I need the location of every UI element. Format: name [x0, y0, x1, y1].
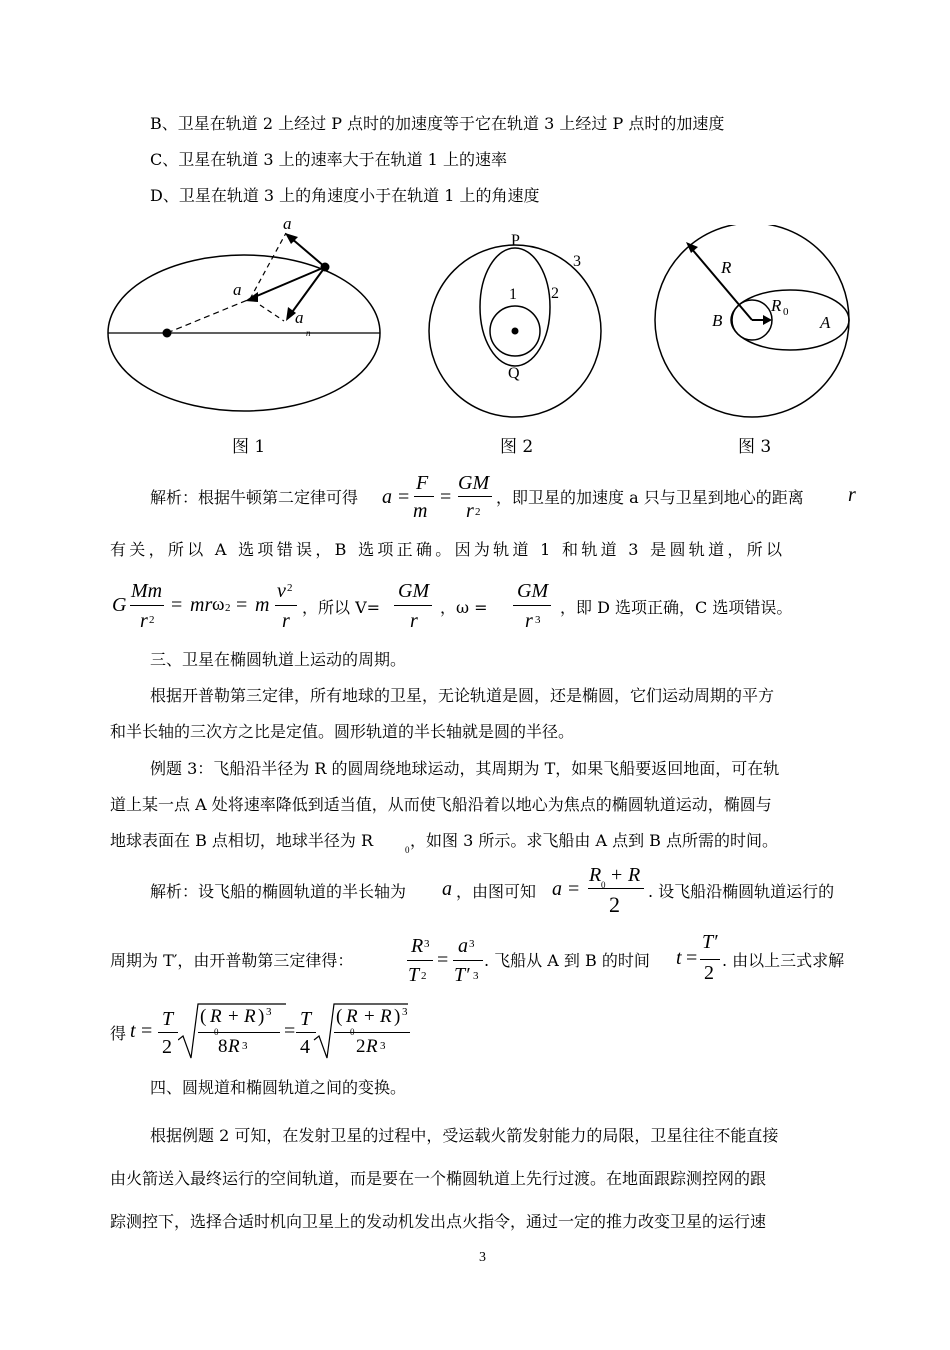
figure-2	[418, 225, 608, 430]
section3-p1-l1: 根据开普勒第三定律，所有地球的卫星，无论轨道是圆，还是椭圆，它们运动周期的平方	[150, 686, 775, 705]
period-a: 周期为 T′，由开普勒第三定律得：	[110, 951, 354, 970]
section3-heading: 三、卫星在椭圆轨道上运动的周期。	[150, 650, 407, 669]
fig2-earth	[512, 328, 519, 335]
fig2-label-3: 3	[573, 253, 581, 270]
var-a: a	[442, 878, 452, 900]
svg-text:τ: τ	[292, 234, 296, 244]
fig1-label-at: a	[283, 215, 292, 233]
option-d: D、卫星在轨道 3 上的角速度小于在轨道 1 上的角速度	[150, 186, 540, 205]
period-b: . 飞船从 A 到 B 的时间	[484, 951, 650, 970]
analysis1-rest: ，即卫星的加速度 a 只与卫星到地心的距离	[496, 488, 804, 507]
analysis1-r: r	[848, 484, 856, 506]
section4-p-l1: 根据例题 2 可知，在发射卫星的过程中，受运载火箭发射能力的局限，卫星往往不能直接	[150, 1126, 779, 1145]
example3-r0-sub: 0	[405, 845, 410, 855]
section4-heading: 四、圆规道和椭圆轨道之间的变换。	[150, 1078, 407, 1097]
analysis3-a: 解析：设飞船的椭圆轨道的半长轴为	[150, 882, 407, 901]
fig2-label-2: 2	[551, 285, 559, 302]
fig1-label-an: a	[295, 308, 304, 327]
analysis1-end: ，即 D 选项正确，C 选项错误。	[560, 598, 793, 617]
fig2-orbit-2	[480, 248, 550, 366]
fig1-caption: 图 1	[232, 437, 266, 457]
analysis1-line2: 有关，所以 A 选项错误，B 选项正确。因为轨道 1 和轨道 3 是圆轨道，所以	[110, 540, 786, 559]
example3-l1: 例题 3：飞船沿半径为 R 的圆周绕地球运动，其周期为 T，如果飞船要返回地面，可在轨	[150, 759, 780, 778]
section3-p1-l2: 和半长轴的三次方之比是定值。圆形轨道的半长轴就是圆的半径。	[110, 722, 575, 741]
fig2-label-p: P	[511, 232, 520, 249]
fig3-caption: 图 3	[738, 437, 772, 457]
figure-3	[640, 225, 865, 430]
section4-p-l2: 由火箭送入最终运行的空间轨道，而是要在一个椭圆轨道上先行过渡。在地面跟踪测控网的跟	[110, 1169, 767, 1188]
fig3-label-a: A	[820, 313, 831, 332]
example3-l3b: ，如图 3 所示。求飞船由 A 点到 B 点所需的时间。	[410, 831, 779, 850]
fig1-label-a: a	[233, 280, 242, 299]
example3-l2: 道上某一点 A 处将速率降低到适当值，从而使飞船沿着以地心为焦点的椭圆轨道运动，椭圆与	[110, 795, 772, 814]
figure-1	[100, 215, 400, 430]
fig3-transfer-ellipse	[731, 290, 849, 350]
page-number: 3	[479, 1250, 486, 1265]
option-c: C、卫星在轨道 3 上的速率大于在轨道 1 上的速率	[150, 150, 507, 169]
option-b: B、卫星在轨道 2 上经过 P 点时的加速度等于它在轨道 3 上经过 P 点时的加速度	[150, 114, 725, 133]
example3-l3a: 地球表面在 B 点相切，地球半径为 R	[110, 831, 374, 850]
svg-text:n: n	[306, 328, 311, 338]
analysis1-omega: ，ω =	[440, 598, 488, 617]
fig3-label-b: B	[712, 311, 723, 330]
fig2-label-q: Q	[508, 365, 520, 382]
result-de: 得	[110, 1024, 127, 1043]
analysis1-so-v: ，所以 V=	[302, 598, 381, 617]
fig2-caption: 图 2	[500, 437, 534, 457]
svg-text:0: 0	[783, 306, 789, 318]
fig3-label-r: R	[721, 258, 732, 277]
section4-p-l3: 踪测控下，选择合适时机向卫星上的发动机发出点火指令，通过一定的推力改变卫星的运行速	[110, 1212, 767, 1231]
fig2-label-1: 1	[509, 286, 517, 303]
fig3-label-r0: R	[771, 296, 782, 315]
analysis3-b: ，由图可知	[456, 882, 537, 901]
period-c: . 由以上三式求解	[722, 951, 845, 970]
analysis1-intro: 解析：根据牛顿第二定律可得	[150, 488, 359, 507]
analysis3-c: . 设飞船沿椭圆轨道运行的	[648, 882, 835, 901]
